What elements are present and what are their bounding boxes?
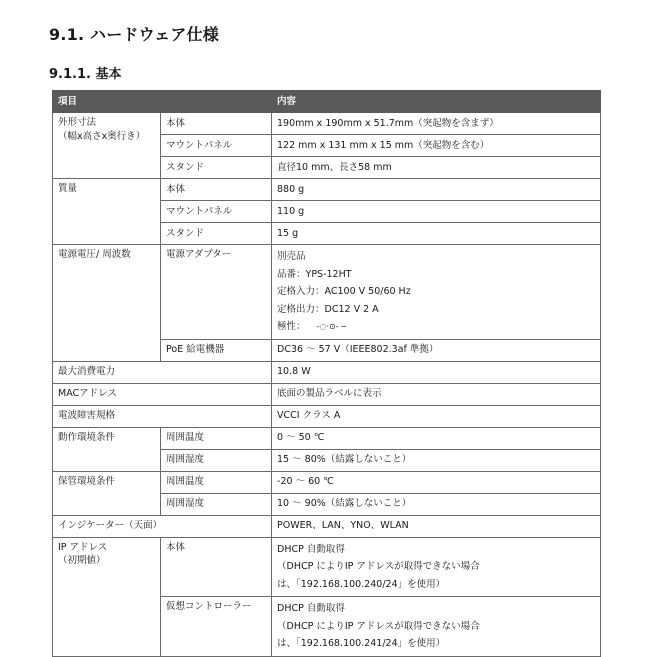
storage-label: 保管環境条件 (53, 471, 161, 515)
adapter-polarity-line (277, 318, 595, 336)
power-adapter-label: 電源アダプター (161, 245, 272, 340)
adapter-line: 極性： (277, 321, 306, 332)
ip-label-sub: （初期値） (58, 555, 106, 567)
operating-sub-temp: 周囲温度 (161, 427, 272, 449)
size-label: 外形寸法 (58, 117, 97, 128)
ip-label-cell (53, 537, 161, 656)
table-header-row (53, 91, 601, 113)
size-value-mount: 122 mm x 131 mm x 15 mm（突起物を含む） (272, 135, 601, 157)
section-title: 9.1. ハードウェア仕様 (49, 25, 219, 44)
storage-sub-humidity: 周囲湿度 (161, 493, 272, 515)
weight-sub-mount: マウントパネル (161, 201, 272, 223)
size-value-body: 190mm x 190mm x 51.7mm（突起物を含まず） (272, 113, 601, 135)
max-power-value: 10.8 W (272, 361, 601, 383)
size-sub-body: 本体 (161, 113, 272, 135)
size-label-sub: （幅x高さx奥行き） (58, 130, 146, 142)
storage-value-humidity: 10 ～ 90%（結露しないこと） (272, 493, 601, 515)
table-row (53, 471, 601, 493)
ip-vc-line: は、「192.168.100.241/24」を使用） (277, 638, 446, 649)
table-row (53, 361, 601, 383)
ip-body-line: DHCP 自動取得 (277, 543, 345, 555)
operating-sub-humidity: 周囲湿度 (161, 449, 272, 471)
table-row (53, 383, 601, 405)
header-content: 内容 (272, 91, 601, 113)
header-item: 項目 (53, 91, 272, 113)
ip-vc-line: （DHCP によりIP アドレスが取得できない場合 (277, 620, 480, 632)
power-adapter-value (272, 245, 601, 340)
size-sub-stand: スタンド (161, 157, 272, 179)
emi-value: VCCI クラス A (272, 405, 601, 427)
ip-label: IP アドレス (58, 541, 108, 553)
operating-label: 動作環境条件 (53, 427, 161, 471)
indicator-label: インジケーター（天面） (53, 515, 272, 537)
ip-vc-line: DHCP 自動取得 (277, 603, 345, 614)
ip-vc-label: 仮想コントローラー (161, 597, 272, 657)
ip-body-line: （DHCP によりIP アドレスが取得できない場合 (277, 561, 480, 572)
operating-value-temp: 0 ～ 50 ℃ (272, 427, 601, 449)
table-row (53, 515, 601, 537)
weight-value-body: 880 g (272, 179, 601, 201)
max-power-label: 最大消費電力 (53, 361, 272, 383)
mac-label: MACアドレス (53, 383, 272, 405)
adapter-line: 品番：YPS-12HT (277, 268, 352, 280)
polarity-icon: -◌·⊙- ─ (316, 322, 346, 331)
weight-label: 質量 (53, 179, 161, 245)
emi-label: 電波障害規格 (53, 405, 272, 427)
mac-value: 底面の製品ラベルに表示 (272, 383, 601, 405)
table-row (53, 537, 601, 597)
subsection-title: 9.1.1. 基本 (49, 67, 122, 82)
size-value-stand: 直径10 mm、長さ58 mm (272, 157, 601, 179)
adapter-line: 別売品 (277, 251, 306, 262)
ip-body-label: 本体 (161, 537, 272, 597)
poe-label: PoE 給電機器 (161, 339, 272, 361)
ip-body-line: は、「192.168.100.240/24」を使用） (277, 578, 446, 590)
weight-value-mount: 110 g (272, 201, 601, 223)
size-label-cell (53, 113, 161, 179)
ip-body-value (272, 537, 601, 597)
spec-table (52, 90, 601, 657)
ip-vc-value (272, 597, 601, 657)
weight-sub-stand: スタンド (161, 223, 272, 245)
table-row (53, 245, 601, 340)
poe-value: DC36 ～ 57 V（IEEE802.3af 準拠） (272, 339, 601, 361)
power-label: 電源電圧/ 周波数 (53, 245, 161, 362)
storage-value-temp: -20 ～ 60 ℃ (272, 471, 601, 493)
adapter-line: 定格入力：AC100 V 50/60 Hz (277, 286, 411, 297)
table-row (53, 405, 601, 427)
weight-sub-body: 本体 (161, 179, 272, 201)
operating-value-humidity: 15 ～ 80%（結露しないこと） (272, 449, 601, 471)
adapter-line: 定格出力：DC12 V 2 A (277, 303, 379, 315)
table-row (53, 179, 601, 201)
weight-value-stand: 15 g (272, 223, 601, 245)
table-row (53, 427, 601, 449)
table-row (53, 113, 601, 135)
indicator-value: POWER、LAN、YNO、WLAN (272, 515, 601, 537)
storage-sub-temp: 周囲温度 (161, 471, 272, 493)
size-sub-mount: マウントパネル (161, 135, 272, 157)
